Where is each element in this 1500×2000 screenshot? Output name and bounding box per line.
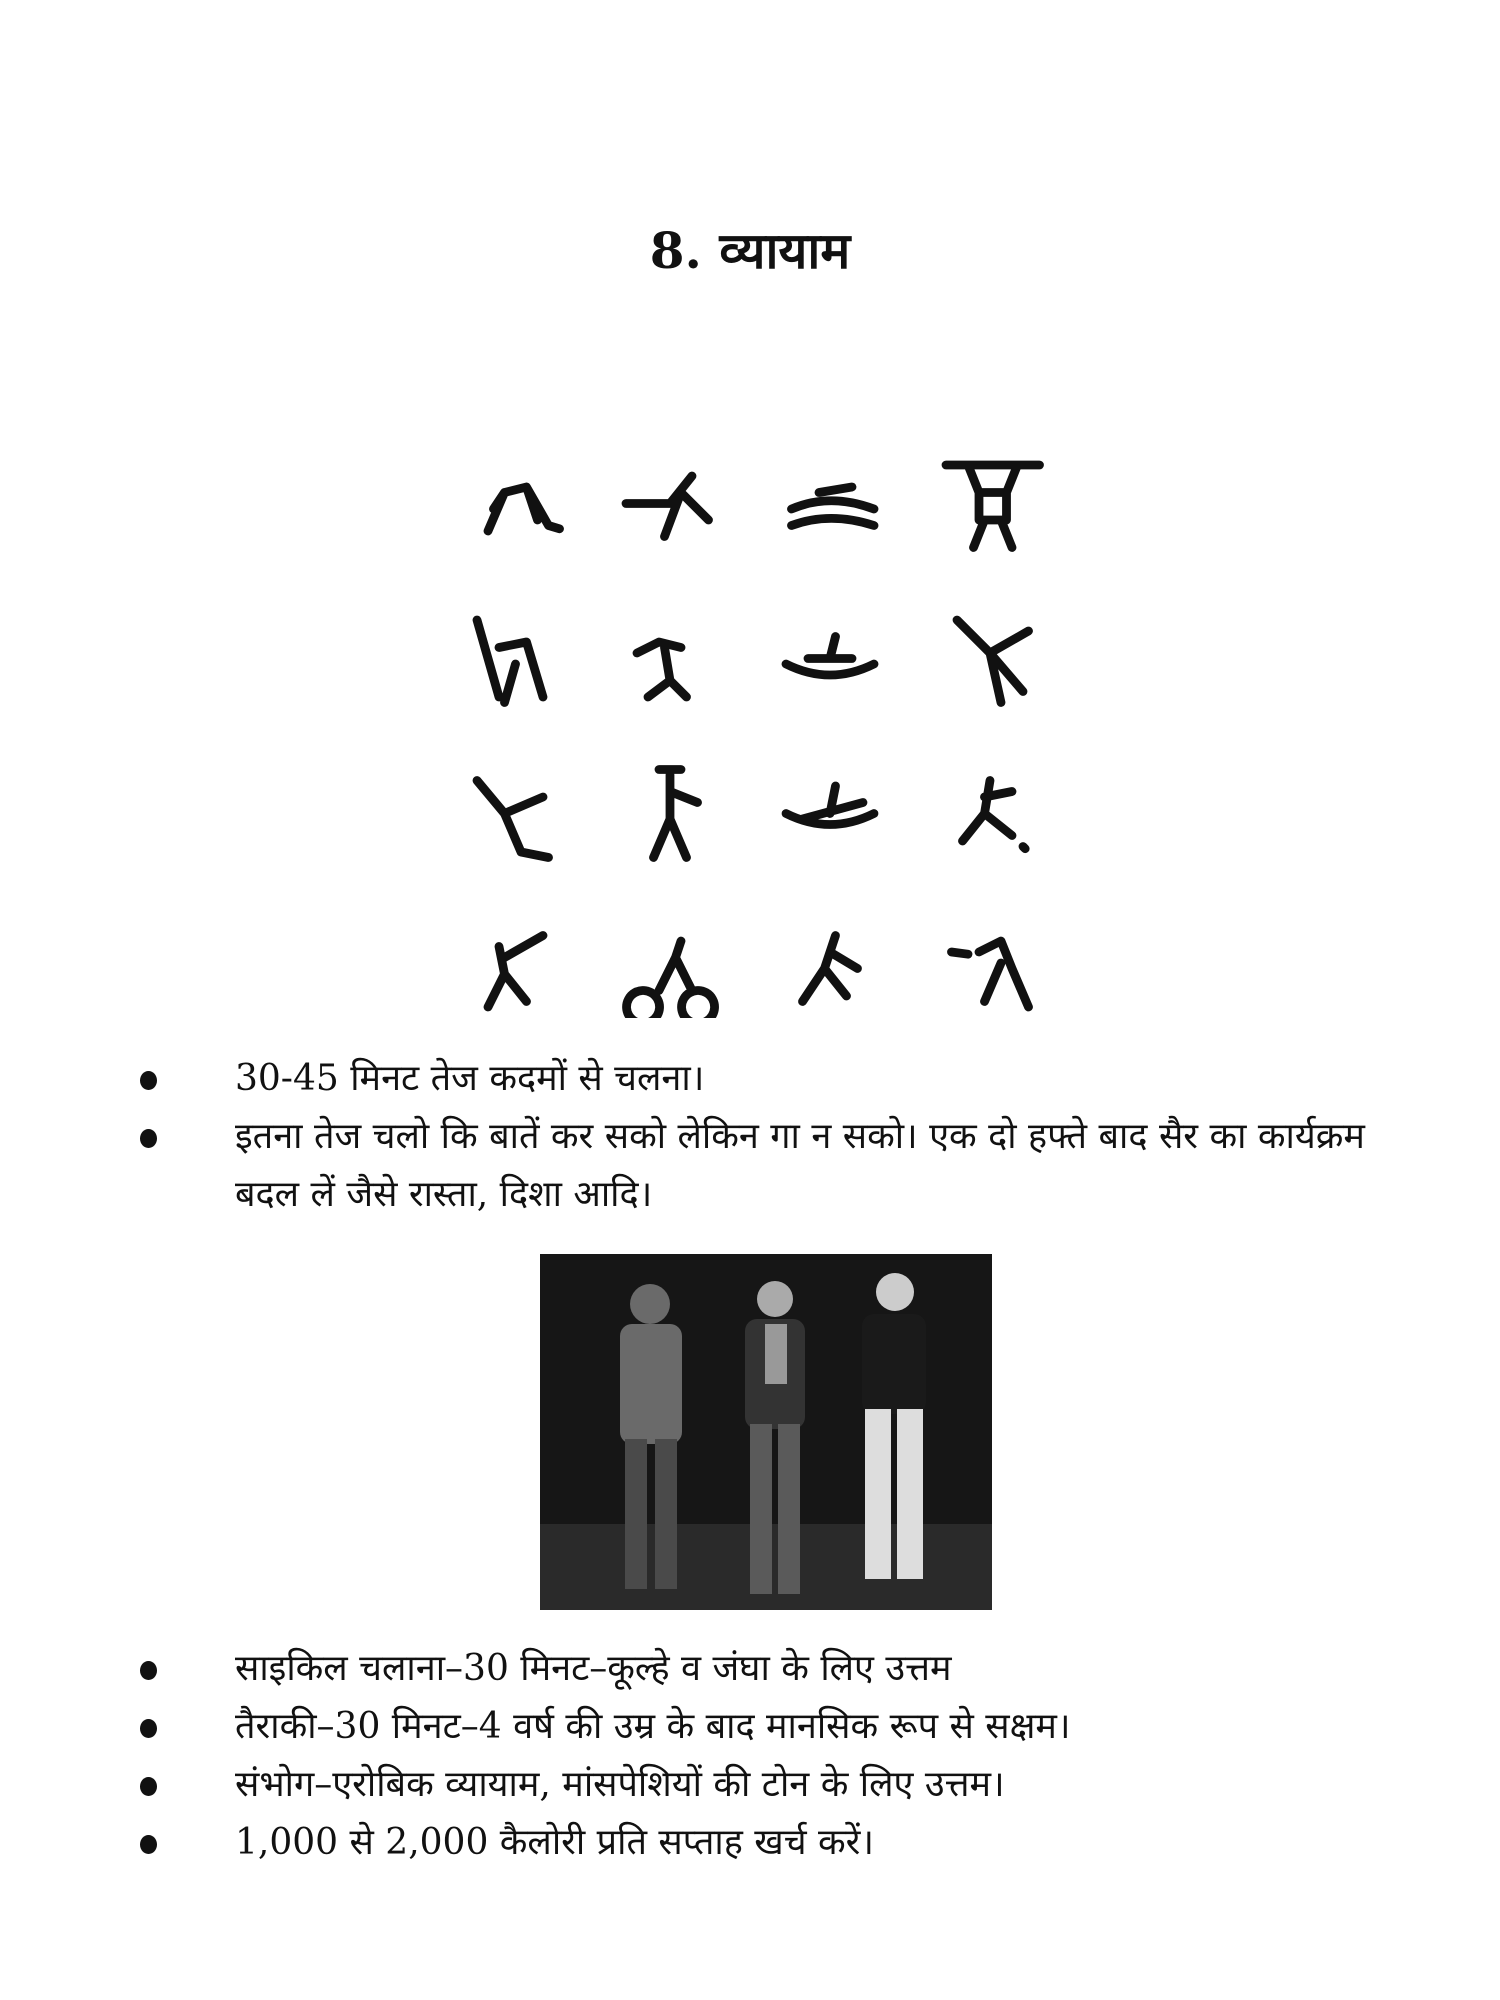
bullet-icon — [140, 1071, 157, 1090]
hockey-icon — [430, 420, 590, 575]
volleyball-icon — [430, 885, 590, 1040]
list-item — [140, 1108, 1410, 1224]
football-icon — [910, 730, 1070, 885]
basketball-icon — [590, 730, 750, 885]
walking-people-photo — [540, 1254, 992, 1610]
list-item-text: 1,000 से 2,000 कैलोरी प्रति सप्ताह खर्च करें। — [235, 1822, 875, 1863]
list-item-text: 30-45 मिनट तेज कदमों से चलना। — [235, 1058, 705, 1099]
swimming-icon — [750, 420, 910, 575]
shooting-icon — [430, 575, 590, 730]
bullet-icon — [140, 1835, 157, 1854]
list-item — [140, 1640, 1410, 1698]
athletics-icon — [910, 885, 1070, 1040]
bullet-icon — [140, 1661, 157, 1680]
handball-icon — [750, 885, 910, 1040]
list-item — [140, 1050, 1410, 1108]
weightlifting-icon — [910, 420, 1070, 575]
exercise-tips-list — [140, 1640, 1410, 1872]
list-item — [140, 1698, 1410, 1756]
bullet-icon — [140, 1129, 157, 1148]
list-item-text: संभोग–एरोबिक व्यायाम, मांसपेशियों की टोन के लिए उत्तम। — [235, 1764, 1005, 1805]
bullet-icon — [140, 1777, 157, 1796]
gymnastics-icon — [910, 575, 1070, 730]
list-item — [140, 1756, 1410, 1814]
list-item-text: साइकिल चलाना–30 मिनट–कूल्हे व जंघा के लिए उत्तम — [235, 1648, 952, 1689]
cycling-icon — [590, 885, 750, 1040]
walking-tips-list — [140, 1050, 1410, 1224]
rhythmic-gymnastics-icon — [430, 730, 590, 885]
list-item — [140, 1814, 1410, 1872]
fencing-icon — [590, 420, 750, 575]
canoeing-icon — [750, 575, 910, 730]
list-item-text: तैराकी–30 मिनट–4 वर्ष की उम्र के बाद मानसिक रूप से सक्षम। — [235, 1706, 1071, 1747]
table-tennis-icon — [590, 575, 750, 730]
sports-icons-grid — [430, 420, 1070, 1040]
page-title: 8. व्यायाम — [649, 221, 851, 280]
list-item-text: इतना तेज चलो कि बातें कर सको लेकिन गा न सको। एक दो हफ्ते बाद सैर का कार्यक्रम बदल लें जैसे रास्ता, दिशा आदि। — [235, 1116, 1365, 1215]
bullet-icon — [140, 1719, 157, 1738]
rowing-icon — [750, 730, 910, 885]
